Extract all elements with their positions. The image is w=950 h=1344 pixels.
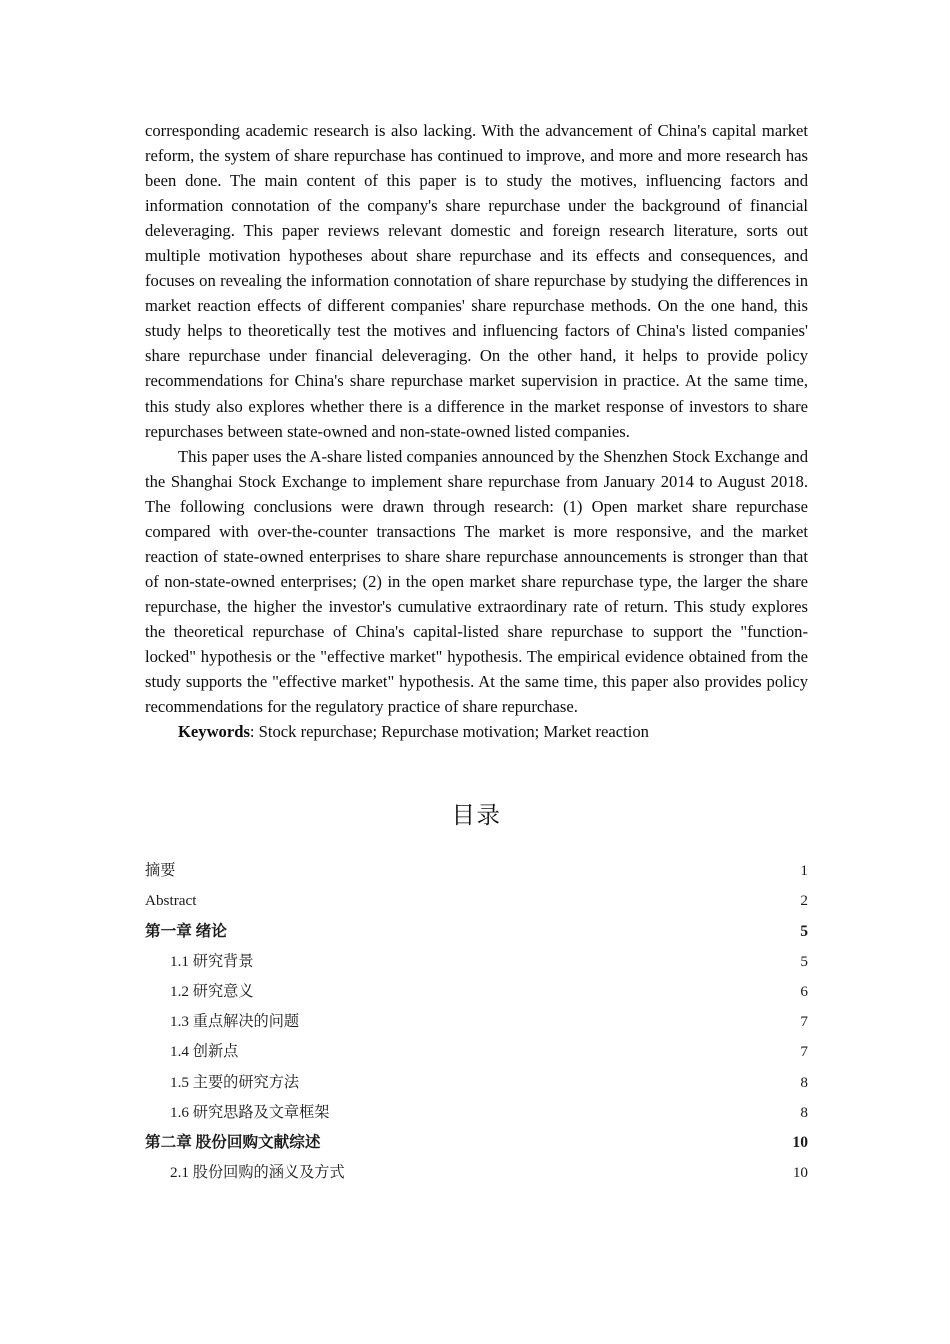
toc-dot-leader xyxy=(299,1071,800,1086)
toc-entry-label: 1.3 重点解决的问题 xyxy=(170,1013,300,1031)
toc-entry-page-number: 7 xyxy=(800,1043,808,1061)
toc-entry[interactable] xyxy=(145,1128,808,1158)
toc-entry-label: Abstract xyxy=(145,892,197,910)
toc-dot-leader xyxy=(175,860,800,875)
toc-dot-leader xyxy=(254,981,801,996)
toc-dot-leader xyxy=(299,1011,800,1026)
toc-dot-leader xyxy=(196,890,800,905)
keywords-value: : Stock repurchase; Repurchase motivation; Market reaction xyxy=(249,722,649,742)
toc-entry[interactable] xyxy=(145,1007,808,1037)
toc-dot-leader xyxy=(238,1041,800,1056)
toc-entry-page-number: 8 xyxy=(800,1073,808,1091)
toc-entry-page-number: 7 xyxy=(800,1013,808,1031)
toc-entry-page-number: 2 xyxy=(800,892,808,910)
toc-entry-page-number: 1 xyxy=(800,862,808,880)
toc-entry-page-number: 10 xyxy=(792,1164,808,1182)
toc-entry[interactable] xyxy=(145,856,808,886)
toc-dot-leader xyxy=(345,1162,793,1177)
toc-entry-label: 第二章 股份回购文献综述 xyxy=(145,1134,321,1151)
toc-dot-leader xyxy=(227,920,800,936)
toc-entry[interactable] xyxy=(145,886,808,916)
toc-entry-page-number: 5 xyxy=(800,922,808,940)
toc-entry-label: 1.1 研究背景 xyxy=(170,952,254,970)
toc-entry-label: 1.4 创新点 xyxy=(170,1043,239,1061)
toc-dot-leader xyxy=(320,1131,792,1147)
toc-entry[interactable] xyxy=(145,917,808,947)
toc-entry-label: 1.5 主要的研究方法 xyxy=(170,1073,300,1091)
toc-entry[interactable] xyxy=(145,1068,808,1098)
toc-entry[interactable] xyxy=(145,977,808,1007)
toc-dot-leader xyxy=(254,951,801,966)
toc-entry-label: 摘要 xyxy=(145,862,176,880)
abstract-paragraph-2: This paper uses the A-share listed companies announced by the Shenzhen Stock Exchange and the Shanghai Stock Exchange to implement share repurchase from January 2014 to August 2018. The following conclusions were drawn through research: (1) Open market share repurchase compared with over-the-counter transactions The market is more responsive, and the market reaction of state-owned enterprises to share share repurchase announcements is stronger than that of non-state-owned enterprises; (2) in the open market share repurchase type, the larger the share repurchase, the higher the investor's cumulative extraordinary rate of return. This study explores the theoretical repurchase of China's capital-listed share repurchase to support the "function-locked" hypothesis or the "effective market" hypothesis. The empirical evidence obtained from the study supports the "effective market" hypothesis. At the same time, this paper also provides policy recommendations for the regulatory practice of share repurchase. xyxy=(145,446,808,717)
toc-dot-leader xyxy=(329,1102,800,1117)
toc-list xyxy=(145,856,808,1188)
toc-entry-label: 1.2 研究意义 xyxy=(170,982,254,1000)
toc-entry[interactable] xyxy=(145,1158,808,1188)
toc-entry-page-number: 5 xyxy=(800,952,808,970)
toc-entry-label: 1.6 研究思路及文章框架 xyxy=(170,1103,330,1121)
toc-entry-page-number: 8 xyxy=(800,1103,808,1121)
page-content xyxy=(145,118,808,1188)
toc-title: 目录 xyxy=(451,801,502,830)
toc-entry-label: 2.1 股份回购的涵义及方式 xyxy=(170,1164,345,1182)
toc-entry-page-number: 6 xyxy=(800,982,808,1000)
toc-entry-page-number: 10 xyxy=(792,1134,808,1151)
table-of-contents xyxy=(145,800,808,1188)
keywords-line xyxy=(145,719,808,744)
toc-entry[interactable] xyxy=(145,1037,808,1067)
toc-entry-label: 第一章 绪论 xyxy=(145,922,227,940)
toc-entry[interactable] xyxy=(145,947,808,977)
keywords-label: Keywords xyxy=(178,722,250,742)
abstract-paragraph-1: corresponding academic research is also lacking. With the advancement of China's capital market reform, the system of share repurchase has continued to improve, and more and more research has been done. The main content of this paper is to study the motives, influencing factors and information connotation of the company's share repurchase under the background of financial deleveraging. This paper reviews relevant domestic and foreign research literature, sorts out multiple motivation hypotheses about share repurchase and its effects and consequences, and focuses on revealing the information connotation of share repurchase by studying the differences in market reaction effects of different companies' share repurchase methods. On the one hand, this study helps to theoretically test the motives and influencing factors of China's listed companies' share repurchase under financial deleveraging. On the other hand, it helps to provide policy recommendations for China's share repurchase market supervision in practice. At the same time, this study also explores whether there is a difference in the market response of investors to share repurchases between state-owned and non-state-owned listed companies. xyxy=(145,121,808,441)
toc-entry[interactable] xyxy=(145,1098,808,1128)
